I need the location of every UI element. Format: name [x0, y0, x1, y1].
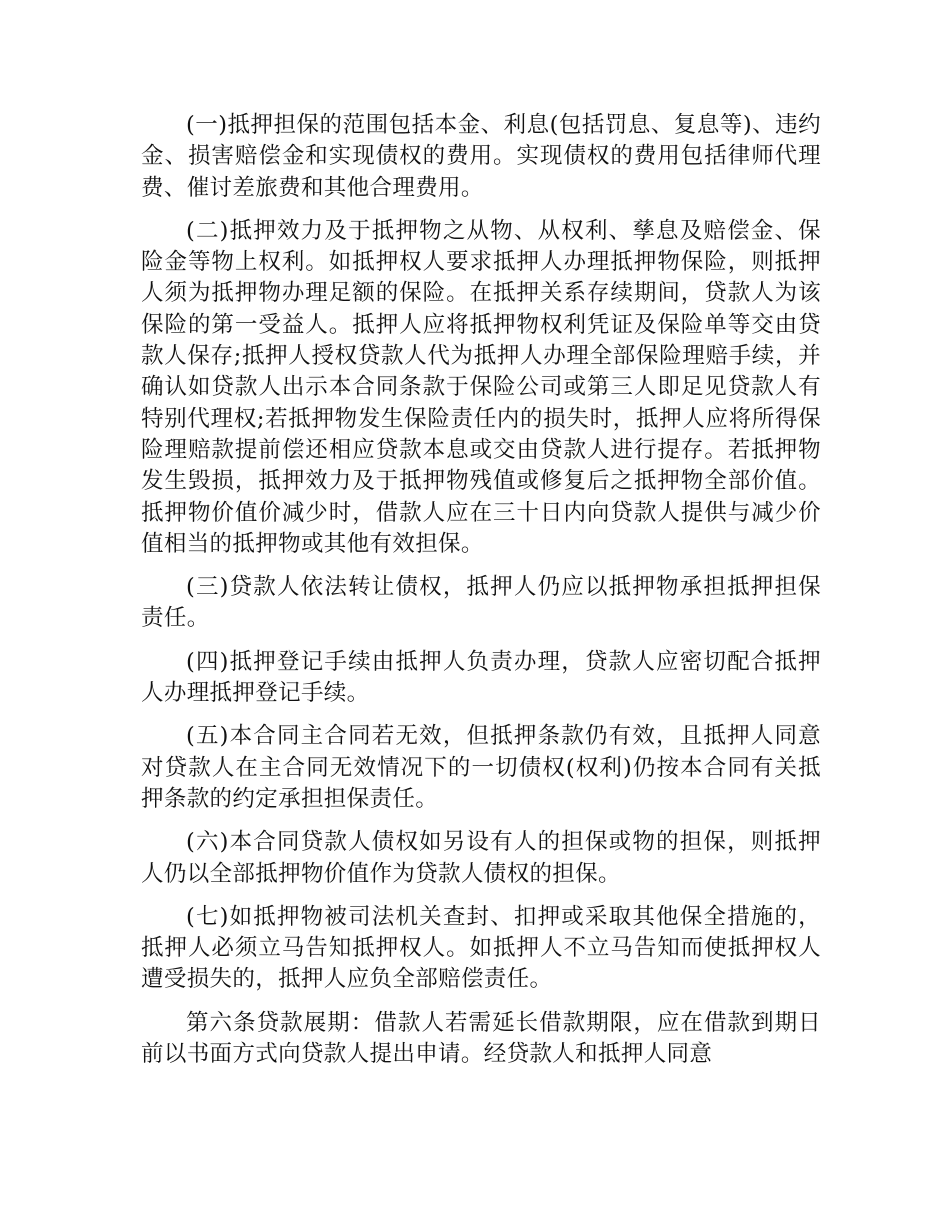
- paragraph-clause-1: (一)抵押担保的范围包括本金、利息(包括罚息、复息等)、违约金、损害赔偿金和实现债权的费用。实现债权的费用包括律师代理费、催讨差旅费和其他合理费用。: [141, 112, 821, 201]
- document-body: [141, 110, 821, 1070]
- paragraph-clause-5: (五)本合同主合同若无效，但抵押条款仍有效，且抵押人同意对贷款人在主合同无效情况下的一切债权(权利)仍按本合同有关抵押条款的约定承担担保责任。: [141, 723, 821, 812]
- paragraph-clause-3: (三)贷款人依法转让债权，抵押人仍应以抵押物承担抵押担保责任。: [141, 574, 821, 632]
- paragraph-clause-4: (四)抵押登记手续由抵押人负责办理，贷款人应密切配合抵押人办理抵押登记手续。: [141, 648, 821, 707]
- paragraph-clause-2: (二)抵押效力及于抵押物之从物、从权利、孳息及赔偿金、保险金等物上权利。如抵押权人要求抵押人办理抵押物保险，则抵押人须为抵押物办理足额的保险。在抵押关系存续期间，贷款人为该保险的第一受益人。抵押人应将抵押物权利凭证及保险单等交由贷款人保存;抵押人授权贷款人代为抵押人办理全部保险理赔手续，并确认如贷款人出示本合同条款于保险公司或第三人即足见贷款人有特别代理权;若抵押物发生保险责任内的损失时，抵押人应将所得保险理赔款提前偿还相应贷款本息或交由贷款人进行提存。若抵押物发生毁损，抵押效力及于抵押物残值或修复后之抵押物全部价值。抵押物价值价减少时，借款人应在三十日内向贷款人提供与减少价值相当的抵押物或其他有效担保。: [141, 217, 821, 557]
- paragraph-clause-7: (七)如抵押物被司法机关查封、扣押或采取其他保全措施的，抵押人必须立马告知抵押权人。如抵押人不立马告知而使抵押权人遭受损失的，抵押人应负全部赔偿责任。: [141, 903, 821, 993]
- paragraph-article-6-loan-extension: 第六条贷款展期：借款人若需延长借款期限，应在借款到期日前以书面方式向贷款人提出申请。经贷款人和抵押人同意: [141, 1009, 821, 1068]
- paragraph-clause-6: (六)本合同贷款人债权如另设有人的担保或物的担保，则抵押人仍以全部抵押物价值作为贷款人债权的担保。: [141, 829, 821, 887]
